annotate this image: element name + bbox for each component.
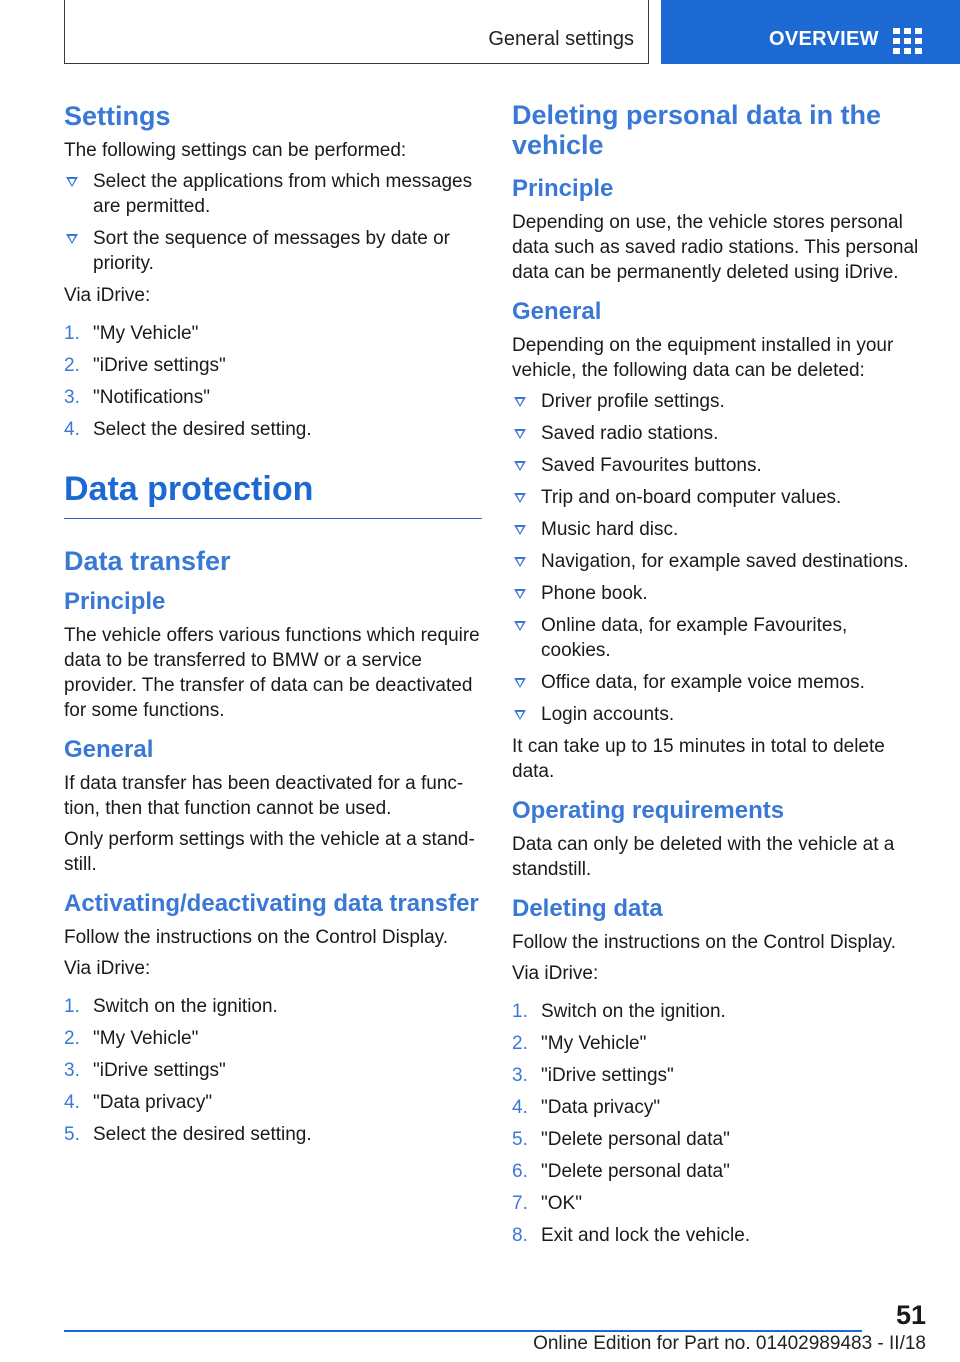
settings-steps bbox=[64, 321, 482, 442]
left-column bbox=[64, 100, 482, 1154]
step-item: 2. "My Vehicle" bbox=[512, 1033, 647, 1054]
triangle-bullet-icon bbox=[514, 397, 526, 407]
list-item: Login accounts. bbox=[512, 702, 922, 727]
principle-text: The vehicle offers various functions which require data to be transferred to BMW or a service provider. The transfer of data can be deactivated for some functions. bbox=[64, 625, 480, 721]
via-idrive-label: Via iDrive: bbox=[512, 963, 599, 984]
step-item: 1. Switch on the ignition. bbox=[512, 1001, 726, 1022]
general-heading: General bbox=[512, 298, 602, 325]
time-text: It can take up to 15 minutes in total to delete data. bbox=[512, 736, 885, 782]
step-item: 5. Select the desired setting. bbox=[64, 1124, 312, 1145]
settings-intro: The following settings can be performed: bbox=[64, 140, 407, 161]
overview-label: OVERVIEW bbox=[769, 28, 879, 50]
via-idrive-label: Via iDrive: bbox=[64, 958, 151, 979]
general-text-2: Only perform settings with the vehicle at a standstill. bbox=[64, 829, 475, 875]
list-item: Driver profile settings. bbox=[512, 389, 922, 414]
triangle-bullet-icon bbox=[514, 589, 526, 599]
list-item: Office data, for example voice memos. bbox=[512, 670, 922, 695]
step-item: 2. "My Vehicle" bbox=[64, 1028, 199, 1049]
activating-heading: Activating/deactivating data transfer bbox=[64, 890, 479, 917]
triangle-bullet-icon bbox=[514, 493, 526, 503]
list-item: Saved Favourites buttons. bbox=[512, 453, 922, 478]
step-item: 3. "iDrive settings" bbox=[512, 1065, 674, 1086]
step-item: 8. Exit and lock the vehicle. bbox=[512, 1225, 751, 1246]
step-item: 4. "Data privacy" bbox=[64, 1092, 213, 1113]
data-protection-heading: Data protection bbox=[64, 468, 482, 519]
deleting-data-text: Follow the instructions on the Control Display. bbox=[512, 932, 897, 953]
grid-icon bbox=[893, 28, 923, 54]
header-section-box bbox=[64, 0, 649, 64]
triangle-bullet-icon bbox=[514, 557, 526, 567]
triangle-bullet-icon bbox=[66, 234, 78, 244]
general-text: Depending on the equipment installed in your vehicle, the following data can be deleted: bbox=[512, 335, 894, 381]
step-item: 5. "Delete personal data" bbox=[512, 1129, 730, 1150]
list-item: Music hard disc. bbox=[512, 517, 922, 542]
via-idrive-label: Via iDrive: bbox=[64, 285, 151, 306]
step-item: 6. "Delete personal data" bbox=[512, 1161, 730, 1182]
section-title: General settings bbox=[488, 28, 634, 50]
operating-text: Data can only be deleted with the vehicle at a standstill. bbox=[512, 834, 895, 880]
step-item: 3. "iDrive settings" bbox=[64, 1060, 226, 1081]
footer-divider bbox=[64, 1330, 862, 1332]
operating-heading: Operating requirements bbox=[512, 797, 785, 824]
step-item: 1. "My Vehicle" bbox=[64, 323, 199, 344]
data-transfer-heading: Data transfer bbox=[64, 546, 231, 576]
step-item: 7. "OK" bbox=[512, 1193, 582, 1214]
page-number: 51 bbox=[895, 1300, 926, 1330]
list-item: Trip and on-board computer values. bbox=[512, 485, 922, 510]
triangle-bullet-icon bbox=[66, 177, 78, 187]
triangle-bullet-icon bbox=[514, 678, 526, 688]
right-column bbox=[512, 100, 922, 1255]
list-item: Select the applications from which messages are permitted. bbox=[64, 169, 482, 219]
deleting-heading: Deleting personal data in the vehicle bbox=[512, 100, 882, 160]
step-item: 2. "iDrive settings" bbox=[64, 355, 226, 376]
triangle-bullet-icon bbox=[514, 429, 526, 439]
step-item: 4. "Data privacy" bbox=[512, 1097, 661, 1118]
list-item: Online data, for example Favourites, cookies. bbox=[512, 613, 922, 663]
step-item: 3. "Notifications" bbox=[64, 387, 210, 408]
principle-heading: Principle bbox=[512, 175, 614, 202]
step-item: 1. Switch on the ignition. bbox=[64, 996, 278, 1017]
triangle-bullet-icon bbox=[514, 710, 526, 720]
list-item: Saved radio stations. bbox=[512, 421, 922, 446]
activating-text: Follow the instructions on the Control Display. bbox=[64, 927, 449, 948]
step-item: 4. Select the desired setting. bbox=[64, 419, 312, 440]
edition-text: Online Edition for Part no. 01402989483 - II/18 bbox=[533, 1333, 926, 1354]
deleting-data-heading: Deleting data bbox=[512, 895, 663, 922]
general-text-1: If data transfer has been deactivated for a function, then that function cannot be used. bbox=[64, 773, 464, 819]
triangle-bullet-icon bbox=[514, 525, 526, 535]
settings-heading: Settings bbox=[64, 101, 171, 131]
principle-heading: Principle bbox=[64, 588, 166, 615]
activating-steps bbox=[64, 994, 482, 1147]
overview-button[interactable] bbox=[661, 0, 960, 64]
list-item: Sort the sequence of messages by date or priority. bbox=[64, 226, 482, 276]
deletable-data-list bbox=[512, 389, 922, 727]
deleting-steps bbox=[512, 999, 922, 1248]
list-item: Phone book. bbox=[512, 581, 922, 606]
triangle-bullet-icon bbox=[514, 461, 526, 471]
principle-text: Depending on use, the vehicle stores personal data such as saved radio stations. This personal data can be permanently deleted using iDrive. bbox=[512, 212, 919, 283]
settings-bullet-list bbox=[64, 169, 482, 276]
list-item: Navigation, for example saved destinations. bbox=[512, 549, 922, 574]
general-heading: General bbox=[64, 736, 154, 763]
triangle-bullet-icon bbox=[514, 621, 526, 631]
